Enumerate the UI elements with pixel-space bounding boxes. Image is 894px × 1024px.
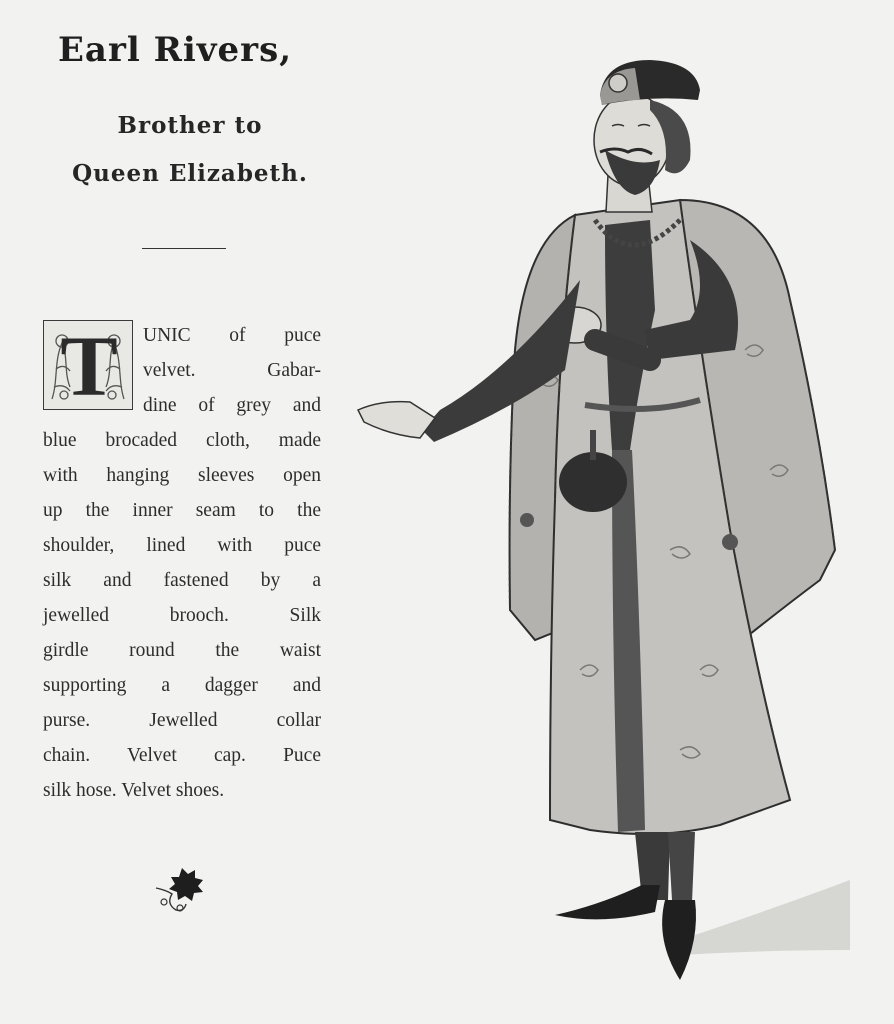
dropcap-letter: T bbox=[60, 318, 118, 414]
description-line: silk hose. Velvet shoes. bbox=[43, 780, 225, 801]
description-line: blue brocaded cloth, made bbox=[43, 430, 321, 451]
costume-description bbox=[43, 318, 321, 808]
description-line: UNIC of puce bbox=[143, 325, 321, 346]
description-line: chain. Velvet cap. Puce bbox=[43, 745, 321, 766]
subtitle-line-2: Queen Elizabeth. bbox=[72, 160, 308, 187]
description-line: purse. Jewelled collar bbox=[43, 710, 321, 731]
subtitle-line-1: Brother to bbox=[117, 112, 263, 139]
description-line: shoulder, lined with puce bbox=[43, 535, 321, 556]
costume-illustration bbox=[350, 50, 860, 1005]
description-line: silk and fastened by a bbox=[43, 570, 321, 591]
divider-rule bbox=[142, 248, 226, 249]
description-line: dine of grey and bbox=[143, 395, 321, 416]
dropcap-frame bbox=[43, 318, 133, 414]
description-line: jewelled brooch. Silk bbox=[43, 605, 321, 626]
description-line: girdle round the waist bbox=[43, 640, 321, 661]
description-line: velvet. Gabar- bbox=[143, 360, 321, 381]
page-title: Earl Rivers, bbox=[58, 30, 293, 70]
vine-leaf-icon bbox=[152, 858, 216, 919]
description-line: up the inner seam to the bbox=[43, 500, 321, 521]
description-line: supporting a dagger and bbox=[43, 675, 321, 696]
description-line: with hanging sleeves open bbox=[43, 465, 321, 486]
